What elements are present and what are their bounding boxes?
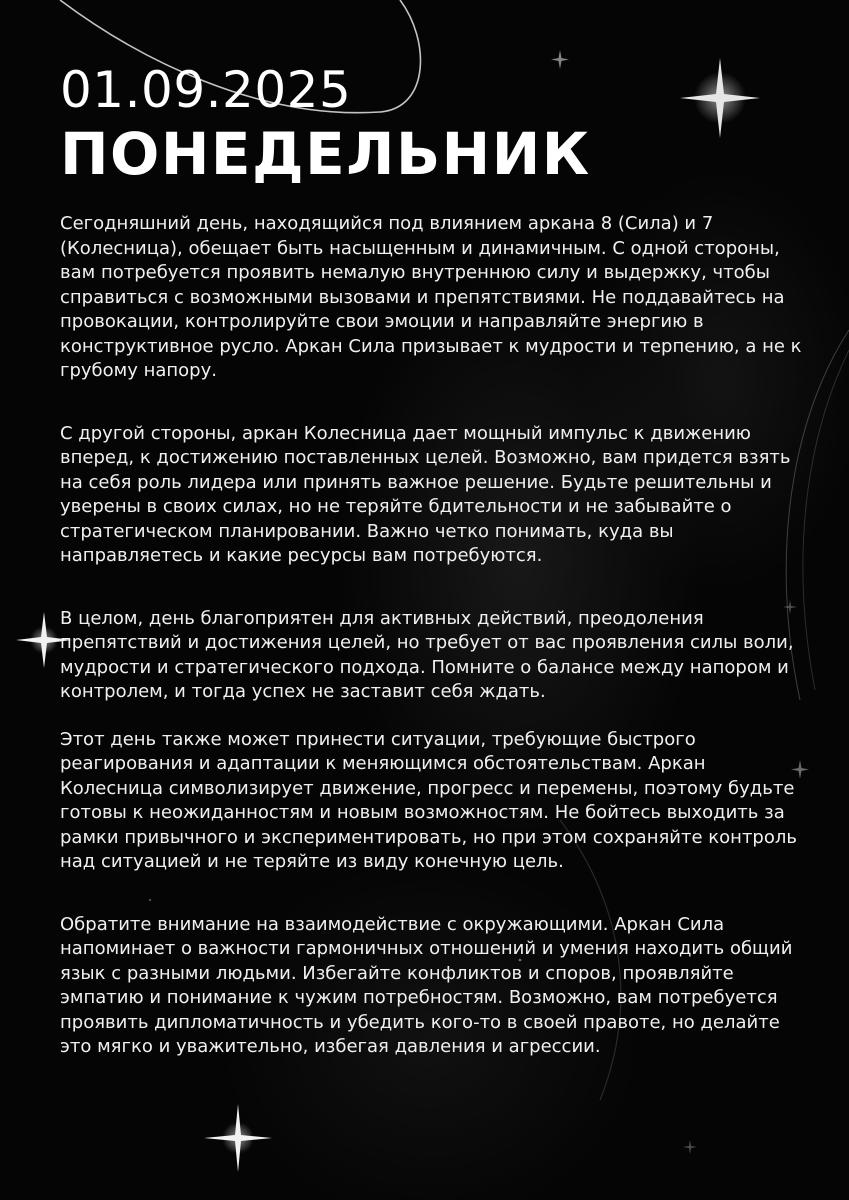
- article-body: [60, 212, 810, 1060]
- paragraph-3: В целом, день благоприятен для активных действий, преодоления препятствий и достижения целей, но требует от вас проявления силы воли, мудрости и стратегического подхода. Помните о балансе между напором и контролем, и тогда успех не заставит себя ждать.: [60, 607, 794, 702]
- sparkle-star-icon: [204, 1104, 272, 1172]
- paragraph-1: Сегодняшний день, находящийся под влиянием аркана 8 (Сила) и 7 (Колесница), обещает быть насыщенным и динамичным. С одной стороны, вам потребуется проявить немалую внутреннюю силу и выдержку, чтобы справиться с возможными вызовами и препятствиями. Не поддавайтесь на провокации, контролируйте свои эмоции и направляйте энергию в конструктивное русло. Аркан Сила призывает к мудрости и терпению, а не к грубому напору.: [60, 213, 802, 381]
- paragraph-5: Обратите внимание на взаимодействие с окружающими. Аркан Сила напоминает о важности гармоничных отношений и умения находить общий язык с разными людьми. Избегайте конфликтов и споров, проявляйте эмпатию и понимание к чужим потребностям. Возможно, вам потребуется проявить дипломатичность и убедить кого-то в своей правоте, но делайте это мягко и уважительно, избегая давления и агрессии.: [60, 913, 793, 1057]
- weekday-heading: ПОНЕДЕЛЬНИК: [60, 120, 591, 188]
- paragraph-2: С другой стороны, аркан Колесница дает мощный импульс к движению вперед, к достижению поставленных целей. Возможно, вам придется взять на себя роль лидера или принять важное решение. Будьте решительны и уверены в своих силах, но не теряйте бдительности и не забывайте о стратегическом планировании. Важно четко понимать, куда вы направляетесь и какие ресурсы вам потребуются.: [60, 422, 791, 566]
- paragraph-4: Этот день также может принести ситуации, требующие быстрого реагирования и адаптации к меняющимся обстоятельствам. Аркан Колесница символизирует движение, прогресс и перемены, поэтому будьте готовы к неожиданностям и новым возможностям. Не бойтесь выходить за рамки привычного и экспериментировать, но при этом сохраняйте контроль над ситуацией и не теряйте из виду конечную цель.: [60, 728, 797, 872]
- date-heading: 01.09.2025: [60, 61, 352, 119]
- sparkle-star-icon: [683, 1140, 697, 1154]
- horoscope-article: [60, 60, 810, 1060]
